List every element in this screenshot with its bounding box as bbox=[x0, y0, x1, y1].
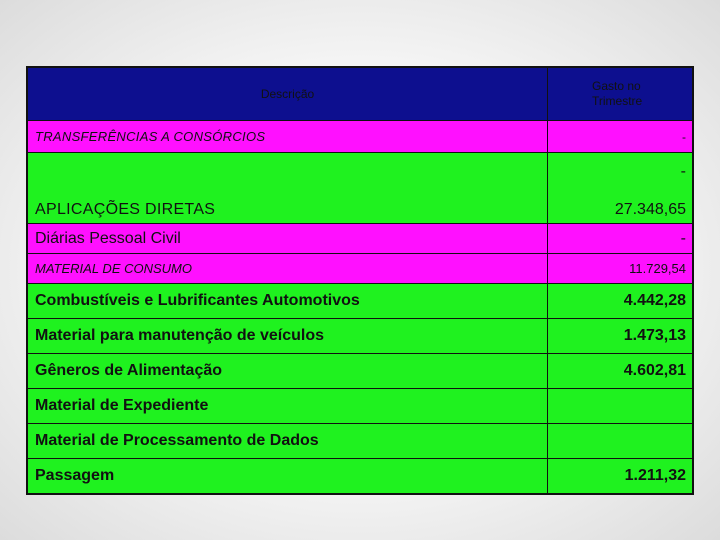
table-row bbox=[28, 353, 692, 388]
row-label: APLICAÇÕES DIRETAS bbox=[28, 153, 548, 223]
table-row bbox=[28, 120, 692, 152]
table-row bbox=[28, 152, 692, 223]
header-gasto-line2: Trimestre bbox=[592, 94, 643, 108]
expense-table bbox=[26, 66, 694, 495]
row-label: Diárias Pessoal Civil bbox=[28, 224, 548, 253]
row-value: 1.211,32 bbox=[624, 467, 686, 484]
row-label: Material de Expediente bbox=[28, 389, 548, 423]
row-label: Material para manutenção de veículos bbox=[28, 319, 548, 353]
row-label: Material de Processamento de Dados bbox=[28, 424, 548, 458]
row-label: MATERIAL DE CONSUMO bbox=[28, 254, 548, 283]
row-label: Combustíveis e Lubrificantes Automotivos bbox=[28, 284, 548, 318]
row-value: 4.602,81 bbox=[623, 362, 686, 379]
table-row bbox=[28, 283, 692, 318]
table-row bbox=[28, 423, 692, 458]
header-gasto-line1: Gasto no bbox=[592, 79, 641, 93]
table-row bbox=[28, 388, 692, 423]
row-label: Gêneros de Alimentação bbox=[28, 354, 548, 388]
row-value: - bbox=[680, 229, 686, 247]
row-value-cell bbox=[548, 153, 692, 223]
row-value: 27.348,65 bbox=[614, 201, 686, 218]
table-header bbox=[28, 68, 692, 120]
row-label: TRANSFERÊNCIAS A CONSÓRCIOS bbox=[28, 121, 548, 152]
table-row bbox=[28, 318, 692, 353]
row-value: 4.442,28 bbox=[623, 292, 686, 309]
row-value-top: - bbox=[680, 163, 686, 180]
row-value bbox=[548, 389, 692, 423]
table-row bbox=[28, 223, 692, 253]
table-row bbox=[28, 253, 692, 283]
row-value: 1.473,13 bbox=[623, 327, 686, 344]
row-value bbox=[548, 424, 692, 458]
header-gasto-trimestre bbox=[548, 68, 692, 120]
row-value: - bbox=[682, 129, 686, 144]
table-row bbox=[28, 458, 692, 493]
row-value: 11.729,54 bbox=[629, 261, 686, 276]
row-label: Passagem bbox=[28, 459, 548, 493]
header-descricao: Descrição bbox=[28, 68, 548, 120]
